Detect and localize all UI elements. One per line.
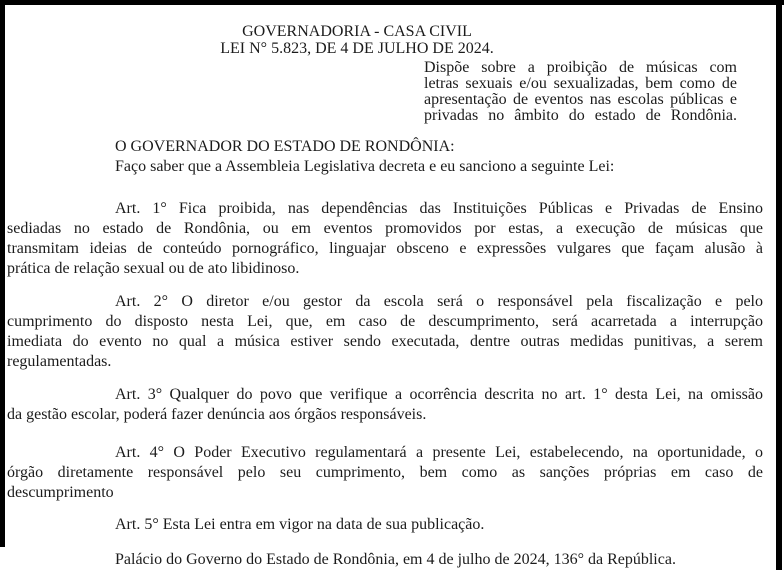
text-line: cumprimento do disposto nesta Lei, que, em caso de descumprimento, será acarretada a interrupção (7, 313, 763, 330)
text-line: Art. 2° O diretor e/ou gestor da escola será o responsável pela fiscalização e pelo (115, 293, 763, 310)
scan-border-left (0, 0, 5, 547)
text-line: descumprimento (7, 484, 114, 501)
header-law-title: LEI N° 5.823, DE 4 DE JULHO DE 2024. (220, 40, 494, 57)
text-line: imediata do evento no qual a música estiver sendo executada, dentre outras medidas punitivas, a serem (7, 333, 763, 350)
text-line: Art. 5° Esta Lei entra em vigor na data de sua publicação. (115, 516, 485, 533)
text-line: Art. 3° Qualquer do povo que verifique a ocorrência descrita no art. 1° desta Lei, na omissão (115, 386, 763, 403)
text-line: apresentação de eventos nas escolas públicas e (424, 91, 737, 108)
text-line: transmitam ideias de conteúdo pornográfico, linguajar obsceno e expressões vulgares que façam alusão à (7, 240, 763, 257)
text-line: regulamentadas. (7, 353, 112, 370)
preamble-enactment-line: Faço saber que a Assembleia Legislativa decreta e eu sanciono a seguinte Lei: (115, 158, 615, 175)
document-body (7, 0, 763, 570)
preamble-governor-line: O GOVERNADOR DO ESTADO DE RONDÔNIA: (115, 138, 455, 155)
article-2 (7, 292, 763, 372)
text-line: da gestão escolar, poderá fazer denúncia aos órgãos responsáveis. (7, 406, 427, 423)
text-line: privadas no âmbito do estado de Rondônia. (424, 107, 737, 124)
text-line: sediadas no estado de Rondônia, ou em eventos promovidos por estas, a execução de músicas que (7, 220, 763, 237)
text-line: órgão diretamente responsável pelo seu cumprimento, bem como as sanções próprias em caso de (7, 464, 763, 481)
ementa-summary (424, 60, 737, 124)
closing-line: Palácio do Governo do Estado de Rondônia, em 4 de julho de 2024, 136° da República. (115, 551, 676, 568)
article-3 (7, 385, 763, 425)
closing-block (7, 550, 763, 570)
header-agency: GOVERNADORIA - CASA CIVIL (242, 23, 472, 40)
article-4 (7, 443, 763, 503)
document-header (7, 23, 707, 57)
text-line: prática de relação sexual ou de ato libidinoso. (7, 260, 300, 277)
text-line: Art. 1° Fica proibida, nas dependências das Instituições Públicas e Privadas de Ensino (115, 200, 763, 217)
text-line: letras sexuais e/ou sexualizadas, bem como de (424, 75, 737, 92)
preamble (7, 137, 763, 177)
text-line: Art. 4° O Poder Executivo regulamentará a presente Lei, estabelecendo, na oportunidade, o (115, 444, 763, 461)
article-5 (7, 515, 763, 535)
article-1 (7, 199, 763, 279)
scan-border-right (776, 0, 782, 570)
text-line: Dispõe sobre a proibição de músicas com (424, 59, 737, 76)
